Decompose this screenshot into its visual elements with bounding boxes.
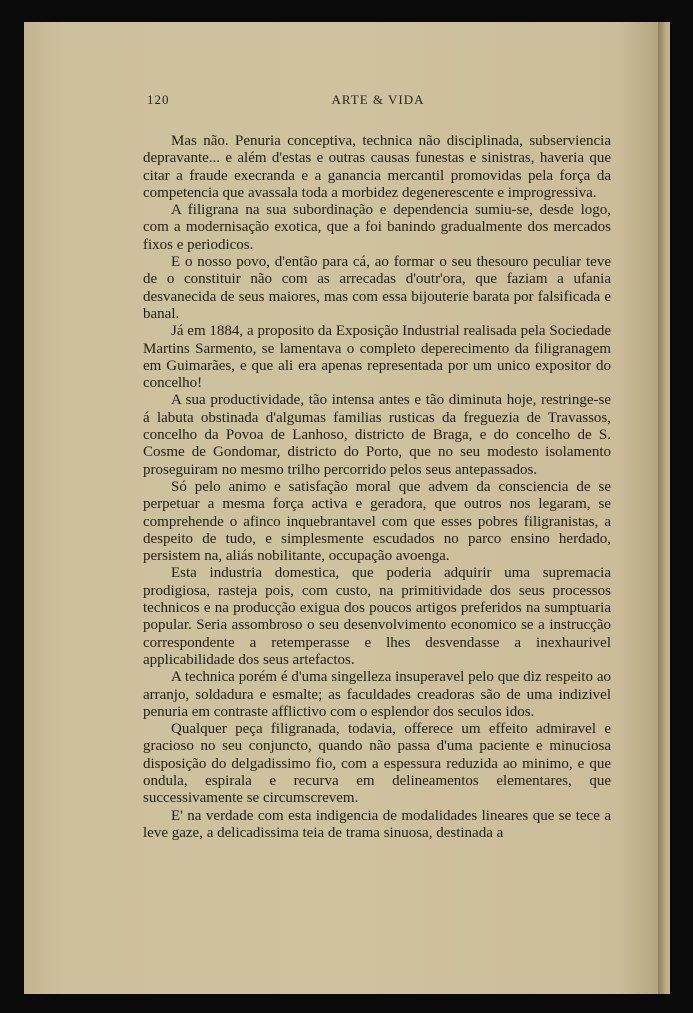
page-number: 120 bbox=[147, 92, 170, 107]
page-gutter-edge bbox=[658, 22, 670, 994]
paragraph: E o nosso povo, d'então para cá, ao formar o seu thesouro peculiar teve de o constituir não com as arrecadas d'outr'ora, que faziam a ufania desvanecida de seus maiores, mas com essa bijouterie barata por falsificada e banal. bbox=[143, 254, 611, 322]
paragraph: Já em 1884, a proposito da Exposição Industrial realisada pela Sociedade Martins Sarmento, se lamentava o completo deperecimento da filigranagem em Guimarães, e que ali era apenas representada por um unico expositor do concelho! bbox=[143, 323, 611, 392]
paragraph: A filigrana na sua subordinação e dependencia sumiu-se, desde logo, com a modernisação exotica, que a foi banindo gradualmente dos mercados fixos e periodicos. bbox=[143, 202, 611, 253]
body-text bbox=[143, 133, 611, 842]
page-header bbox=[147, 92, 609, 112]
paragraph: E' na verdade com esta indigencia de modalidades lineares que se tece a leve gaze, a delicadissima teia de trama sinuosa, destinada a bbox=[143, 807, 611, 841]
running-title: ARTE & VIDA bbox=[331, 92, 425, 107]
paragraph: A technica porém é d'uma singelleza insuperavel pelo que diz respeito ao arranjo, soldadura e esmalte; as faculdades creadoras são de uma indizivel penuria em contraste afflictivo com o esplendor dos seculos idos. bbox=[143, 669, 611, 720]
paragraph: Qualquer peça filigranada, todavia, offerece um effeito admiravel e gracioso no seu conjuncto, quando não passa d'uma paciente e minuciosa disposição do delgadissimo fio, com a espessura reduzida ao minimo, e que ondula, espirala e recurva em delineamentos elementares, que successivamente se circumscrevem. bbox=[143, 721, 611, 807]
paragraph: Só pelo animo e satisfação moral que advem da consciencia de se perpetuar a mesma força activa e geradora, que outros nos legaram, se comprehende o afinco inquebrantavel com que esses pobres filigranistas, a despeito de tudo, e simplesmente escudados no parco ensino herdado, persistem na, aliás nobilitante, occupação avoenga. bbox=[143, 478, 611, 565]
paragraph: Mas não. Penuria conceptiva, technica não disciplinada, subserviencia depravante... e além d'estas e outras causas funestas e sinistras, haveria que citar a fraude execranda e a ganancia mercantil promovidas pela força da competencia que avassala toda a morbidez degenerescente e improgressiva. bbox=[143, 133, 611, 201]
paragraph: Esta industria domestica, que poderia adquirir uma supremacia prodigiosa, rasteja pois, com custo, na primitividade dos seus processos technicos e na producção exigua dos poucos artigos preferidos na sumptuaria popular. Seria assombroso o seu desenvolvimento economico se a instrucção correspondente a retemperasse e lhes desvendasse a inexhaurivel applicabilidade dos seus artefactos. bbox=[143, 565, 611, 668]
paragraph: A sua productividade, tão intensa antes e tão diminuta hoje, restringe-se á labuta obstinada d'algumas familias rusticas da freguezia de Travassos, concelho da Povoa de Lanhoso, districto de Braga, e do concelho de S. Cosme de Gondomar, districto do Porto, que no seu modesto isolamento proseguiram no mesmo trilho percorrido pelos seus antepassados. bbox=[143, 392, 611, 478]
